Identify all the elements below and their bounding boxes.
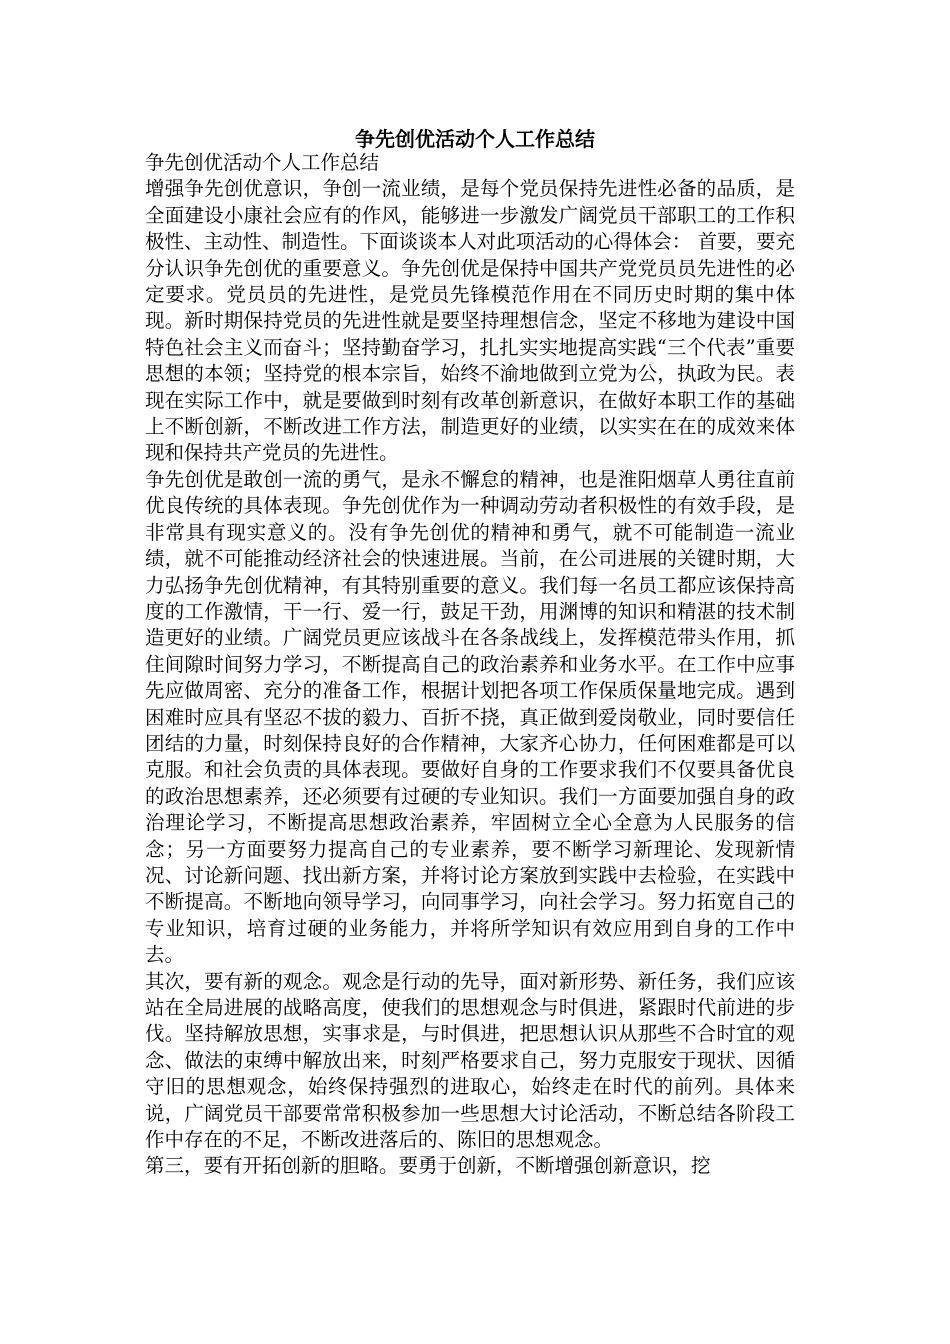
- paragraph: 其次，要有新的观念。观念是行动的先导，面对新形势、新任务，我们应该站在全局进展的战略高度，使我们的思想观念与时俱进，紧跟时代前进的步伐。坚持解放思想，实事求是，与时俱进，把思想认识从那些不合时宜的观念、做法的束缚中解放出来，时刻严格要求自己，努力克服安于现状、因循守旧的思想观念，始终保持强烈的进取心，始终走在时代的前列。具体来说，广阔党员干部要常常积极参加一些思想大讨论活动，不断总结各阶段工作中存在的不足，不断改进落后的、陈旧的思想观念。: [145, 969, 795, 1152]
- paragraph: 第三，要有开拓创新的胆略。要勇于创新，不断增强创新意识，挖: [145, 1154, 711, 1178]
- document-title: 争先创优活动个人工作总结: [355, 127, 595, 151]
- paragraph: 争先创优是敢创一流的勇气，是永不懈怠的精神，也是淮阳烟草人勇往直前优良传统的具体表现。争先创优作为一种调动劳动者积极性的有效手段，是非常具有现实意义的。没有争先创优的精神和勇气，就不可能制造一流业绩，就不可能推动经济社会的快速进展。当前，在公司进展的关键时期，大力弘扬争先创优精神，有其特别重要的意义。我们每一名员工都应该保持高度的工作激情，干一行、爱一行，鼓足干劲，用渊博的知识和精湛的技术制造更好的业绩。广阔党员更应该战斗在各条战线上，发挥模范带头作用，抓住间隙时间努力学习，不断提高自己的政治素养和业务水平。在工作中应事先应做周密、充分的准备工作，根据计划把各项工作保质保量地完成。遇到困难时应具有坚忍不拔的毅力、百折不挠，真正做到爱岗敬业，同时要信任团结的力量，时刻保持良好的合作精神，大家齐心协力，任何困难都是可以克服。和社会负责的具体表现。要做好自身的工作要求我们不仅要具备优良的政治思想素养，还必须要有过硬的专业知识。我们一方面要加强自身的政治理论学习，不断提高思想政治素养，牢固树立全心全意为人民服务的信念；另一方面要努力提高自己的专业素养，要不断学习新理论、发现新情况、讨论新问题、找出新方案，并将讨论方案放到实践中去检验，在实践中不断提高。不断地向领导学习，向同事学习，向社会学习。努力拓宽自己的专业知识，培育过硬的业务能力，并将所学知识有效应用到自身的工作中去。: [145, 467, 795, 967]
- document-body: [145, 150, 795, 1180]
- paragraph: 增强争先创优意识，争创一流业绩，是每个党员保持先进性必备的品质，是全面建设小康社会应有的作风，能够进一步激发广阔党员干部职工的工作积极性、主动性、制造性。下面谈谈本人对此项活动的心得体会： 首要，要充分认识争先创优的重要意义。争先创优是保持中国共产党党员员先进性的必定要求。党员员的先进性，是党员先锋模范作用在不同历史时期的集中体现。新时期保持党员的先进性就是要坚持理想信念，坚定不移地为建设中国特色社会主义而奋斗；坚持勤奋学习，扎扎实实地提高实践“三个代表”重要思想的本领；坚持党的根本宗旨，始终不渝地做到立党为公，执政为民。表现在实际工作中，就是要做到时刻有改革创新意识，在做好本职工作的基础上不断创新，不断改进工作方法，制造更好的业绩，以实实在在的成效来体现和保持共产党员的先进性。: [145, 177, 795, 465]
- paragraph-subtitle: 争先创优活动个人工作总结: [145, 151, 380, 174]
